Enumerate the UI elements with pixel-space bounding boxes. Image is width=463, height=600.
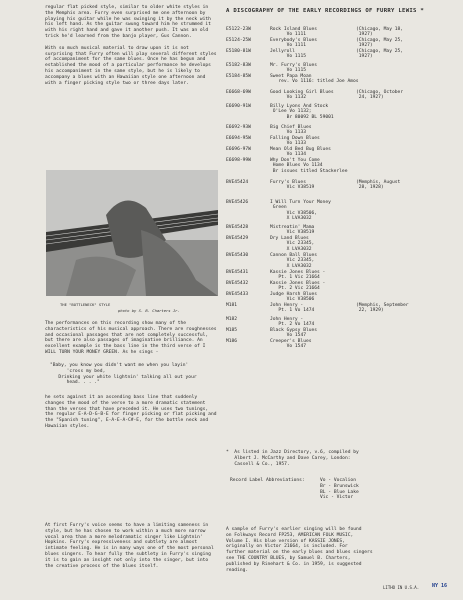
record-title: Sweet Papa Moan rev. Vo 1116: titled Joe Amos [270,74,359,85]
matrix-number: E6692-93W [226,125,251,130]
body-paragraph: regular flat picked style, similar to older white styles in the Memphis area. Furry even surprised me one afternoon by playing his guitar while he was swinging it by the neck with his left hand. As the guitar swung toward him he strummed it with his right hand and gave it another push. It was an old trick he'd learned from the banjo player, Gus Cannon. [45,5,214,39]
matrix-number: E6696-97W [226,147,251,152]
discography-entry [226,38,448,49]
discography-entry [226,328,448,339]
discography-entry [226,317,448,328]
photo-credit: photo by S. B. Charters Jr. [118,308,180,313]
record-title: Mistreatin' Mama Vic V38519 [270,225,315,236]
matrix-number: BVE45433 [226,292,249,297]
discography-entry [226,147,448,158]
label-abbreviations-heading: Record Label Abbreviations: [230,478,305,483]
discography-entry [226,49,448,63]
further-reading-paragraph: A sample of Furry's earlier singing will be found on Folkways Record FP253, AMERICAN FOLK MUSIC, Volume I. His blue version of KASSIE JONES, originally on Victor 21664, is included. For further material on the early blues and blues singers see THE COUNTRY BLUES, by Samuel B. Charters, published by Rinehart & Co. in 1959, is suggested reading. [226,527,373,573]
printer-imprint: LITHO IN U.S.A. [383,585,420,590]
guitar-photo-illustration [46,170,218,296]
record-title: Rock Island Blues Vo 1111 [270,27,318,38]
discography-entry [226,180,448,200]
discography-entry [226,253,448,270]
left-column [45,5,220,86]
record-title: John Henry - Pt. 2 Vo 1474 [270,317,315,328]
matrix-number: BVE45432 [226,281,249,286]
matrix-number: BVE45426 [226,200,249,205]
discography-entry [226,339,448,350]
session-note: (Memphis, August 28, 1928) [356,180,401,191]
record-title: Good Looking Girl Blues Vo 1132 [270,90,334,101]
record-title: Creeper's Blues Vo 1547 [270,339,312,350]
record-title: Black Gypsy Blues Vo 1547 [270,328,318,339]
discography-entry [226,104,448,125]
session-note: (Chicago, May 18, 1927) [356,27,404,38]
discography-entry [226,158,448,180]
matrix-number: M181 [226,303,238,308]
record-title: Kassie Jones Blues - Pt. 1 Vic 21664 [270,270,326,281]
matrix-number: E5122-23W [226,27,251,32]
record-title: Falling Down Blues Vo 1133 [270,136,320,147]
matrix-number: E5124-25W [226,38,251,43]
record-title: Furry's Blues Vic V38519 [270,180,315,191]
session-note: (Chicago, May 25, 1927) [356,49,404,60]
discography-entry [226,136,448,147]
session-note: (Chicago, October 24, 1927) [356,90,404,101]
matrix-number: BVE45431 [226,270,249,275]
discography-entry [226,27,448,38]
session-note: (Chicago, May 25, 1927) [356,38,404,49]
body-paragraph: At first Furry's voice seems to have a limiting sameness in style, but he has chosen to work within a much more narrow vocal area than a more melodramatic singer like Lightnin' Hopkins. Furry's expressiveness and subtlety are almost intimate feeling. He is in many ways one of the most personal blues singers. To hear fully the subtlety in Furry's singing it is to gain an insight not only into the singer, but into the creative process of the blues itself. [45,523,217,569]
discography-footnote: * As listed in Jazz Directory, v.6, compiled by Albert J. McCarthy and Dave Carey, London: Cassell & Co., 1957. [226,450,359,467]
matrix-number: M185 [226,328,238,333]
body-paragraph: The performances on this recording show many of the characteristics of his musical approach. There are roughnesses and occasional passages that are not completely successful, but there are also passages of imaginative brilliance. An excellent example is the bass line in the third verse of I WILL TURN YOUR MONEY GREEN. As he sings - [45,321,220,355]
discography-entry [226,125,448,136]
discography-entry [226,281,448,292]
record-title: Everybody's Blues Vo 1111 [270,38,318,49]
lyric-quote: "Baby, you know you didn't want me when you layin' 'cross my bed, Drinking your white lightnin' talking all out your head. . . ." [50,363,197,386]
discography-list [226,27,448,350]
matrix-number: E6690-91W [226,104,251,109]
matrix-number: BVE45429 [226,236,249,241]
matrix-number: BVE45424 [226,180,249,185]
record-title: Jellyroll Vo 1115 [270,49,306,60]
record-title: Dry Land Blues Vic 23345, X LVA3032 [270,236,315,252]
body-paragraph: With so much musical material to draw upon it is not surprising that Furry often will play several different styles of accompaniment for the same blues. Once he has begun and established the mood of a particular performance he develops his accompaniment in the same style, but he is likely to accompany a blues with an Hawaiian style one afternoon and with a finger picking style two or three days later. [45,45,220,86]
record-title: Judge Harsh Blues Vic V38506 [270,292,318,303]
discography-entry [226,90,448,104]
photo-caption: THE "BOTTLENECK" STYLE [60,302,111,307]
record-title: Kassie Jones Blues - Pt. 2 Vic 21664 [270,281,326,292]
discography-entry [226,303,448,317]
matrix-number: E5184-85W [226,74,251,79]
guitar-bottleneck-photo [46,170,218,296]
matrix-number: E5180-81W [226,49,251,54]
matrix-number: E5182-83W [226,63,251,68]
record-title: Big Chief Blues Vo 1133 [270,125,312,136]
discography-entry [226,74,448,90]
matrix-number: M186 [226,339,238,344]
page-mark: NY 16 [432,583,448,589]
discography-entry [226,292,448,303]
discography-entry [226,200,448,225]
record-title: I Will Turn Your Money Green Vic V38506, X LVA3032 [270,200,331,222]
record-title: Mr. Furry's Blues Vo 1115 [270,63,318,74]
label-abbreviations-list: Vo - Vocalion Br - Brunswick BL - Blue Lake Vic - Victor [320,478,359,501]
matrix-number: E6698-99W [226,158,251,163]
matrix-number: BVE45430 [226,253,249,258]
body-paragraph: he sets against it an ascending bass line that suddenly changes the mood of the verse to a more dramatic statement than the verses that have preceded it. He uses two tunings, the regular E-A-D-G-B-E for finger picking or flat picking and the "Spanish tuning", E-A-E-A-C#-E, for the bottle neck and Hawaiian styles. [45,395,220,429]
discography-entry [226,225,448,236]
discography-title: A DISCOGRAPHY OF THE EARLY RECORDINGS OF FURRY LEWIS * [226,8,425,14]
matrix-number: M182 [226,317,238,322]
record-title: John Henry - Pt. 1 Vo 1474 [270,303,315,314]
discography-entry [226,270,448,281]
matrix-number: E6694-95W [226,136,251,141]
matrix-number: E6668-69W [226,90,251,95]
record-title: Why Don't You Come Home Blues Vo 1134 Br issues titled Stackerlee [270,158,348,174]
matrix-number: BVE45428 [226,225,249,230]
record-title: Cannon Ball Blues Vic 23345, X LVA3032 [270,253,318,269]
record-title: Billy Lyons And Stock O'Lee Vo 1132; Br 80092 BL 59001 [270,104,334,120]
discography-entry [226,236,448,253]
record-title: Mean Old Bed Bug Blues Vo 1134 [270,147,331,158]
session-note: (Memphis, September 22, 1929) [356,303,409,314]
discography-entry [226,63,448,74]
